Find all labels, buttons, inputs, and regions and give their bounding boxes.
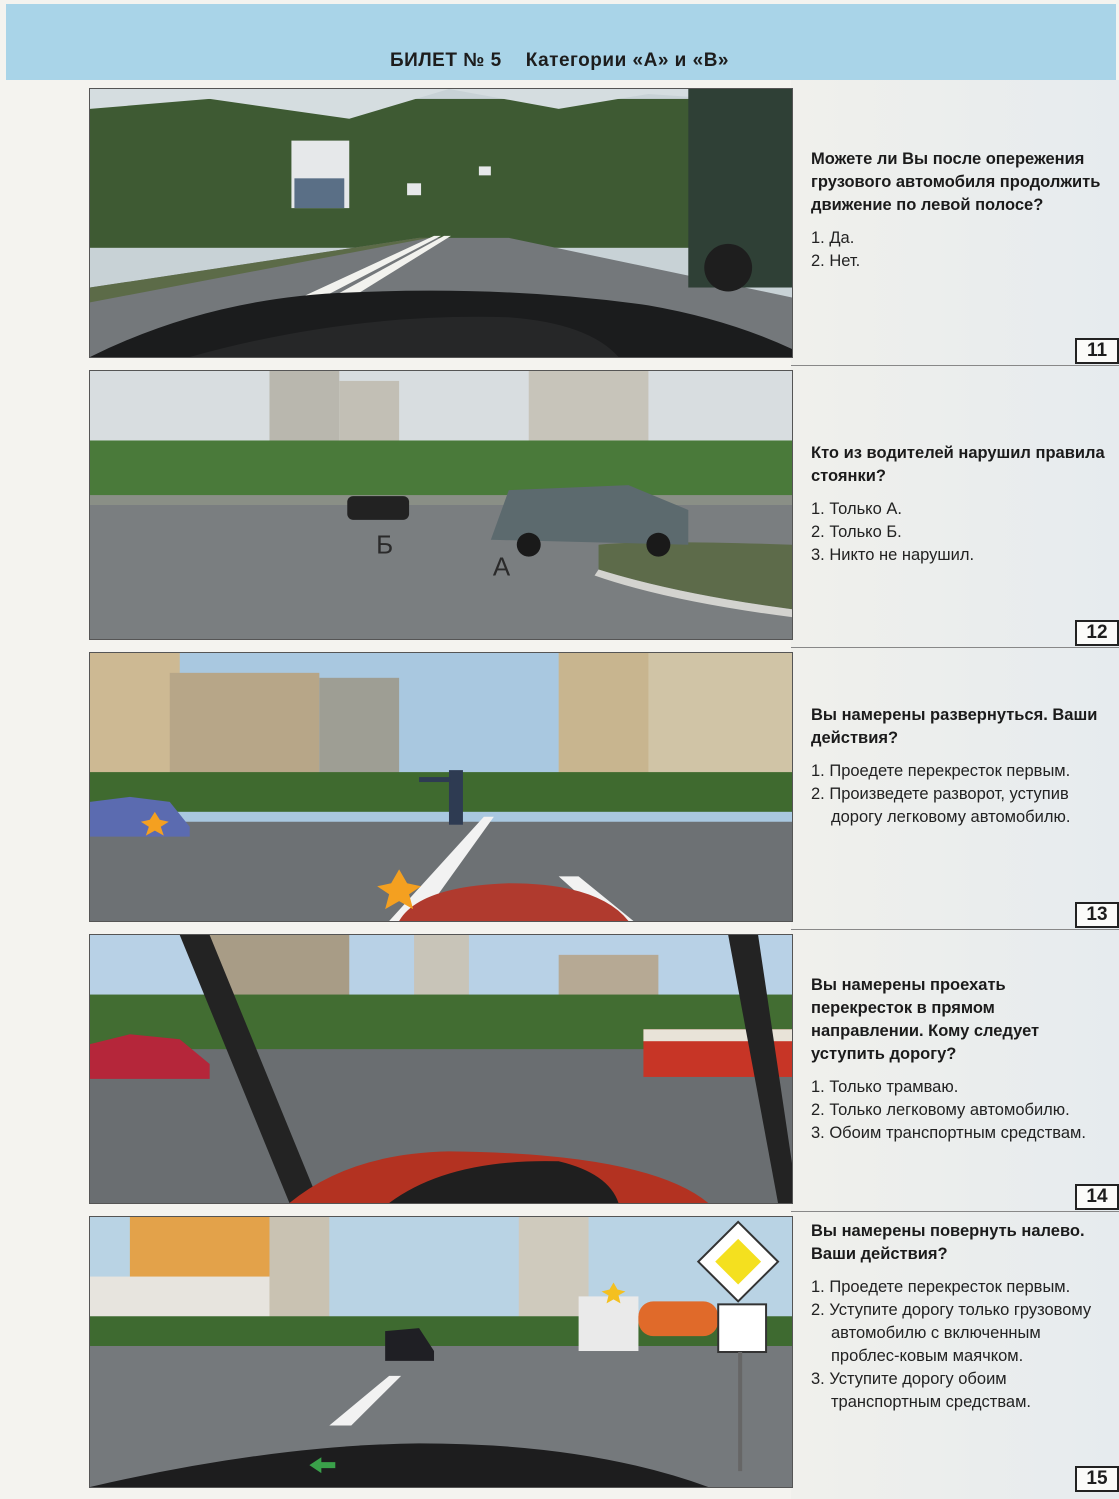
answer-list (811, 1276, 1111, 1414)
answer-list (811, 1076, 1111, 1145)
question-text: Вы намерены проехать перекресток в прямом направлении. Кому следует уступить дорогу? (811, 976, 1040, 1063)
photo-traffic-controller (89, 652, 793, 922)
answer-list (811, 227, 1111, 273)
answer-option[interactable]: 1. Да. (811, 229, 855, 247)
ticket-categories: Категории «А» и «В» (525, 50, 729, 71)
car-label-b: Б (376, 531, 394, 560)
answer-option[interactable]: 3. Уступите дорогу обоим транспортным средствам. (811, 1370, 1032, 1411)
question-text-block-15 (811, 1220, 1111, 1414)
photo-parking (89, 370, 793, 640)
question-card-15 (89, 1216, 1119, 1488)
question-card-14 (89, 934, 1119, 1207)
scene-12 (90, 371, 792, 639)
answer-option[interactable]: 1. Только трамваю. (811, 1078, 959, 1096)
answer-list (811, 498, 1111, 567)
answer-option[interactable]: 1. Проедете перекресток первым. (811, 762, 1071, 780)
ticket-number: БИЛЕТ № 5 (390, 50, 502, 71)
answer-option[interactable]: 1. Только А. (811, 500, 902, 518)
ticket-title (0, 50, 1119, 72)
question-text-block-13 (811, 704, 1111, 829)
question-text: Вы намерены повернуть налево. Ваши действия? (811, 1222, 1085, 1263)
photo-overtaking-truck (89, 88, 793, 358)
car-label-a: А (492, 553, 511, 582)
answer-option[interactable]: 2. Нет. (811, 252, 861, 270)
scene-11 (90, 89, 792, 357)
answer-option[interactable]: 2. Уступите дорогу только грузовому автомобилю с включенным проблес-ковым маячком. (811, 1301, 1092, 1365)
photo-tram-crossing (89, 934, 793, 1204)
answer-option[interactable]: 1. Проедете перекресток первым. (811, 1278, 1071, 1296)
question-card-13 (89, 652, 1119, 925)
answer-list (811, 760, 1111, 829)
answer-option[interactable]: 3. Обоим транспортным средствам. (811, 1124, 1086, 1142)
question-text-block-11 (811, 148, 1111, 273)
divider (791, 647, 1119, 648)
question-number: 14 (1075, 1184, 1119, 1210)
scene-15 (90, 1217, 792, 1487)
question-text-block-14 (811, 974, 1111, 1145)
question-text: Вы намерены развернуться. Ваши действия? (811, 706, 1098, 747)
question-card-11 (89, 88, 1119, 361)
answer-option[interactable]: 3. Никто не нарушил. (811, 546, 975, 564)
question-number: 15 (1075, 1466, 1119, 1492)
question-text: Можете ли Вы после опережения грузового автомобиля продолжить движение по левой полосе? (811, 150, 1101, 214)
scene-13 (90, 653, 792, 921)
answer-option[interactable]: 2. Только Б. (811, 523, 902, 541)
question-text: Кто из водителей нарушил правила стоянки? (811, 444, 1105, 485)
answer-option[interactable]: 2. Только легковому автомобилю. (811, 1101, 1070, 1119)
question-number: 12 (1075, 620, 1119, 646)
divider (791, 1211, 1119, 1212)
divider (791, 929, 1119, 930)
divider (791, 365, 1119, 366)
photo-left-turn-main-road (89, 1216, 793, 1488)
question-text-block-12 (811, 442, 1111, 567)
question-number: 13 (1075, 902, 1119, 928)
scene-14 (90, 935, 792, 1203)
question-number: 11 (1075, 338, 1119, 364)
answer-option[interactable]: 2. Произведете разворот, уступив дорогу легковому автомобилю. (811, 785, 1071, 826)
question-card-12 (89, 370, 1119, 643)
